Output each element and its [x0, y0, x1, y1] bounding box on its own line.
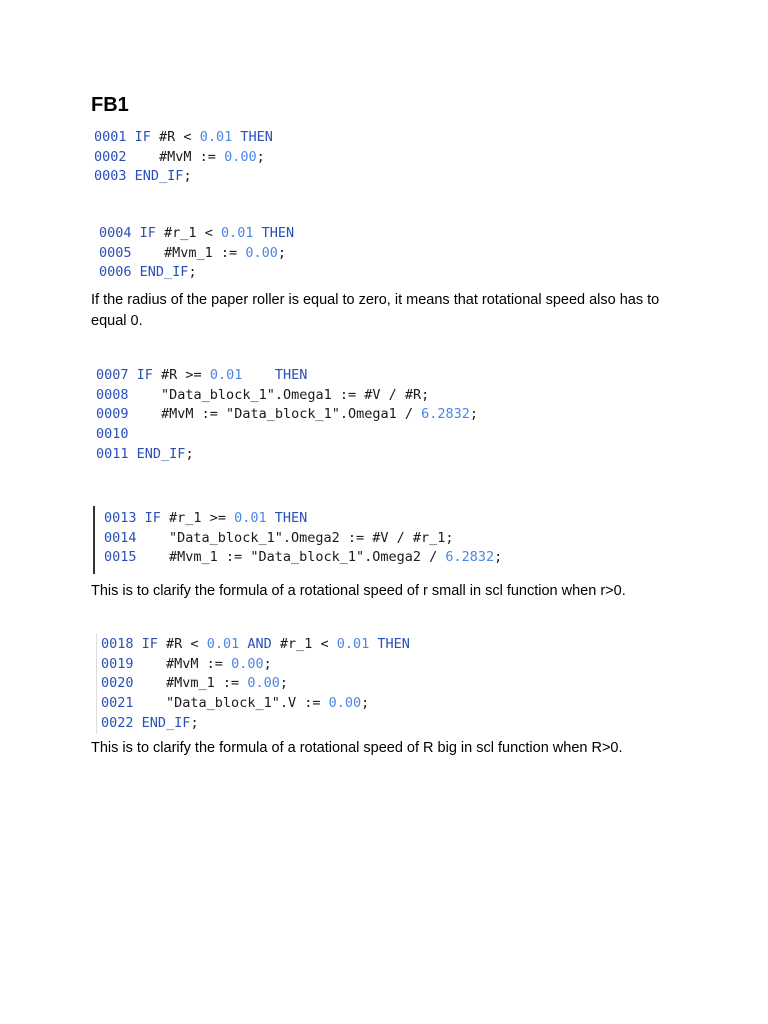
- code-line: [96, 425, 478, 445]
- code-text: #Mvm_1 := "Data_block_1".Omega2 /: [144, 549, 446, 566]
- code-line: [94, 167, 273, 187]
- code-keyword: END_IF: [134, 168, 184, 185]
- code-text: #MvM :=: [134, 148, 225, 165]
- code-number: 0.01: [336, 636, 370, 652]
- block-left-border: [93, 506, 95, 574]
- code-line: [96, 366, 478, 386]
- code-line: [101, 635, 410, 655]
- code-text: ;: [183, 168, 192, 185]
- code-block-3: [96, 366, 478, 464]
- code-line: [101, 694, 410, 714]
- code-text: "Data_block_1".Omega1 := #V / #R;: [136, 386, 430, 403]
- line-number: 0022: [101, 714, 134, 731]
- paragraph-r-small: This is to clarify the formula of a rotational speed of r small in scl function when r>0.: [91, 583, 626, 599]
- code-text: ;: [469, 406, 479, 423]
- code-line: [99, 263, 294, 283]
- code-text: #R <: [150, 129, 200, 145]
- code-line: [94, 128, 273, 148]
- line-number: 0009: [96, 406, 129, 423]
- line-number: 0018: [101, 636, 134, 652]
- code-text: #MvM :=: [141, 655, 232, 672]
- code-text: #r_1 >=: [160, 510, 235, 526]
- code-text: ;: [256, 148, 265, 165]
- code-block-1: [94, 128, 273, 187]
- line-number: 0014: [104, 529, 137, 546]
- code-keyword: AND: [239, 636, 272, 652]
- code-keyword: IF: [134, 129, 151, 145]
- code-keyword: END_IF: [139, 264, 189, 281]
- code-keyword: THEN: [266, 510, 308, 526]
- code-text: ;: [185, 445, 194, 462]
- code-keyword: IF: [144, 510, 161, 526]
- code-number: 0.00: [328, 695, 362, 712]
- code-number: 0.01: [234, 510, 267, 526]
- code-text: ;: [277, 244, 286, 261]
- code-keyword: IF: [141, 636, 158, 652]
- code-text: "Data_block_1".V :=: [141, 695, 329, 712]
- code-line: [99, 224, 294, 244]
- code-text: #R >=: [152, 367, 210, 383]
- code-keyword: END_IF: [141, 714, 191, 731]
- code-line: [104, 548, 502, 568]
- code-number: 0.00: [245, 244, 278, 261]
- line-number: 0007: [96, 367, 129, 383]
- code-text: #Mvm_1 :=: [139, 244, 246, 261]
- line-number: 0006: [99, 264, 132, 281]
- code-keyword: THEN: [369, 636, 410, 652]
- code-line: [96, 386, 478, 406]
- line-number: 0003: [94, 168, 127, 185]
- code-text: ;: [190, 714, 199, 731]
- page-title: FB1: [91, 94, 129, 116]
- code-text: #MvM := "Data_block_1".Omega1 /: [136, 406, 422, 423]
- code-number: 0.00: [231, 655, 264, 672]
- line-number: 0008: [96, 386, 129, 403]
- line-number: 0011: [96, 445, 129, 462]
- code-text: ;: [263, 655, 272, 672]
- code-text: ;: [188, 264, 197, 281]
- code-block-5: [101, 635, 410, 733]
- code-number: 6.2832: [421, 406, 470, 423]
- code-line: [101, 674, 410, 694]
- line-number: 0004: [99, 225, 132, 241]
- code-number: 0.01: [220, 225, 254, 241]
- code-keyword: IF: [139, 225, 156, 241]
- code-line: [101, 714, 410, 734]
- line-number: 0001: [94, 129, 127, 145]
- code-text: ;: [494, 549, 503, 566]
- code-text: "Data_block_1".Omega2 := #V / #r_1;: [144, 529, 454, 546]
- code-block-2: [99, 224, 294, 283]
- code-line: [99, 244, 294, 264]
- line-number: 0021: [101, 695, 134, 712]
- code-keyword: THEN: [242, 367, 308, 383]
- code-text: #R <: [157, 636, 207, 652]
- code-keyword: THEN: [253, 225, 295, 241]
- code-number: 0.01: [206, 636, 240, 652]
- code-number: 6.2832: [445, 549, 495, 566]
- code-number: 0.01: [209, 367, 243, 383]
- code-line: [104, 529, 502, 549]
- code-line: [96, 445, 478, 465]
- code-line: [96, 405, 478, 425]
- code-keyword: IF: [136, 367, 153, 383]
- code-number: 0.01: [199, 129, 233, 145]
- code-block-4: [104, 509, 502, 568]
- code-text: #Mvm_1 :=: [141, 675, 248, 692]
- line-number: 0005: [99, 244, 132, 261]
- code-number: 0.00: [247, 675, 280, 692]
- line-number: 0015: [104, 549, 137, 566]
- code-text: ;: [361, 695, 370, 712]
- code-line: [104, 509, 502, 529]
- code-text: ;: [279, 675, 288, 692]
- paragraph-radius-zero: If the radius of the paper roller is equal to zero, it means that rotational speed also has to equal 0.: [91, 292, 660, 329]
- line-number: 0020: [101, 675, 134, 692]
- code-keyword: END_IF: [136, 445, 186, 462]
- code-line: [101, 655, 410, 675]
- code-keyword: THEN: [232, 129, 273, 145]
- code-text: #r_1 <: [155, 225, 221, 241]
- block-gutter: [96, 634, 97, 734]
- paragraph-r-big: This is to clarify the formula of a rotational speed of R big in scl function when R>0.: [91, 740, 623, 756]
- line-number: 0013: [104, 510, 137, 526]
- line-number: 0019: [101, 655, 134, 672]
- code-number: 0.00: [224, 148, 257, 165]
- code-line: [94, 148, 273, 168]
- code-text: #r_1 <: [271, 636, 337, 652]
- line-number: 0010: [96, 426, 129, 443]
- line-number: 0002: [94, 148, 127, 165]
